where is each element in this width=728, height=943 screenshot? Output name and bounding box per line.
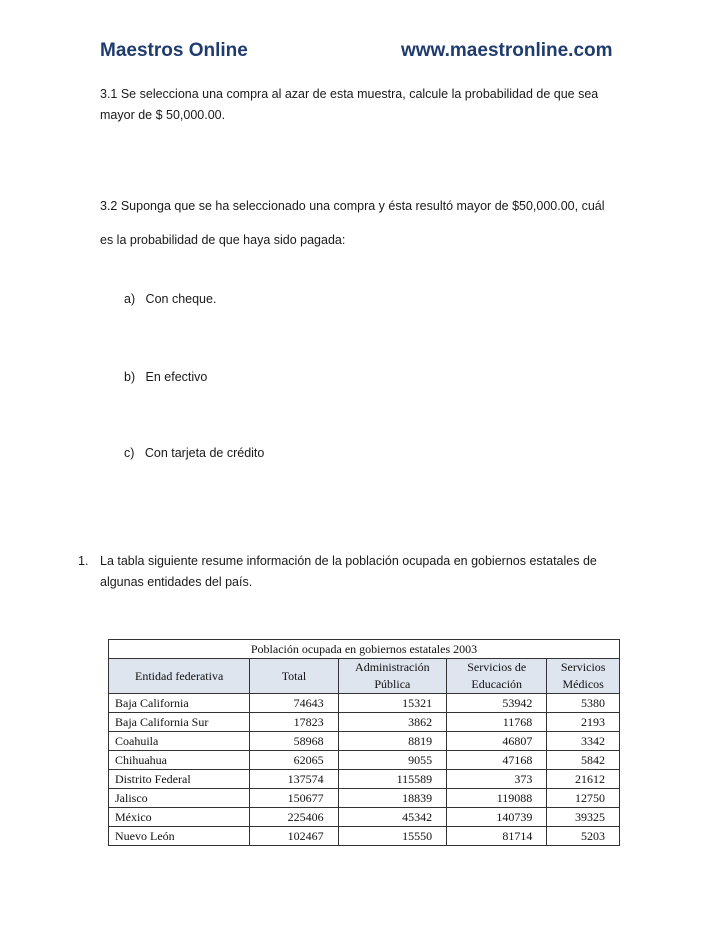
cell-med: 5203 (547, 827, 620, 846)
cell-med: 12750 (547, 789, 620, 808)
option-a (124, 292, 216, 306)
question-3-2: 3.2 Suponga que se ha seleccionado una compra y ésta resultó mayor de $50,000.00, cuál es la probabilidad de que haya sido pagada: (100, 199, 605, 247)
cell-entidad: México (109, 808, 250, 827)
col-header-admin-line1: Administración (338, 659, 447, 677)
cell-admin: 115589 (338, 770, 447, 789)
table-row (109, 770, 620, 789)
col-header-med-line1: Servicios (547, 659, 620, 677)
cell-admin: 8819 (338, 732, 447, 751)
cell-admin: 9055 (338, 751, 447, 770)
cell-admin: 18839 (338, 789, 447, 808)
cell-entidad: Chihuahua (109, 751, 250, 770)
option-text: En efectivo (145, 370, 208, 384)
cell-total: 137574 (250, 770, 338, 789)
cell-total: 225406 (250, 808, 338, 827)
option-label: a) (124, 292, 136, 306)
header-site-name: Maestros Online (100, 40, 248, 61)
table-row (109, 713, 620, 732)
option-b (124, 370, 207, 384)
cell-med: 3342 (547, 732, 620, 751)
cell-total: 58968 (250, 732, 338, 751)
table-row (109, 694, 620, 713)
header-url[interactable]: www.maestronline.com (401, 40, 613, 61)
table-title: Población ocupada en gobiernos estatales 2003 (109, 640, 620, 659)
cell-educ: 373 (447, 770, 547, 789)
cell-med: 21612 (547, 770, 620, 789)
cell-entidad: Coahuila (109, 732, 250, 751)
table-row (109, 732, 620, 751)
option-c (124, 446, 264, 460)
cell-entidad: Distrito Federal (109, 770, 250, 789)
table-header-row (109, 659, 620, 677)
option-label: c) (124, 446, 135, 460)
cell-entidad: Jalisco (109, 789, 250, 808)
cell-admin: 15321 (338, 694, 447, 713)
cell-admin: 3862 (338, 713, 447, 732)
col-header-educ-line2: Educación (447, 676, 547, 694)
table-title-row (109, 640, 620, 659)
population-table (108, 639, 620, 846)
cell-med: 5842 (547, 751, 620, 770)
col-header-admin-line2: Pública (338, 676, 447, 694)
cell-educ: 119088 (447, 789, 547, 808)
cell-total: 17823 (250, 713, 338, 732)
cell-total: 74643 (250, 694, 338, 713)
cell-educ: 53942 (447, 694, 547, 713)
option-text: Con tarjeta de crédito (144, 446, 265, 460)
question-3-1: 3.1 Se selecciona una compra al azar de esta muestra, calcule la probabilidad de que sea mayor de $ 50,000.00. (100, 87, 599, 122)
col-header-educ-line1: Servicios de (447, 659, 547, 677)
option-text: Con cheque. (145, 292, 217, 306)
cell-entidad: Nuevo León (109, 827, 250, 846)
table-row (109, 827, 620, 846)
table-row (109, 808, 620, 827)
question-1-text: La tabla siguiente resume información de la población ocupada en gobiernos estatales de algunas entidades del país. (100, 554, 597, 589)
question-1 (78, 551, 623, 593)
col-header-total: Total (250, 659, 338, 694)
cell-admin: 15550 (338, 827, 447, 846)
cell-med: 39325 (547, 808, 620, 827)
cell-educ: 47168 (447, 751, 547, 770)
cell-entidad: Baja California Sur (109, 713, 250, 732)
cell-admin: 45342 (338, 808, 447, 827)
cell-med: 5380 (547, 694, 620, 713)
question-number: 1. (78, 554, 89, 568)
cell-med: 2193 (547, 713, 620, 732)
cell-total: 102467 (250, 827, 338, 846)
table-row (109, 751, 620, 770)
cell-educ: 46807 (447, 732, 547, 751)
table-row (109, 789, 620, 808)
cell-educ: 81714 (447, 827, 547, 846)
col-header-med-line2: Médicos (547, 676, 620, 694)
cell-total: 62065 (250, 751, 338, 770)
col-header-entidad: Entidad federativa (109, 659, 250, 694)
option-label: b) (124, 370, 136, 384)
cell-total: 150677 (250, 789, 338, 808)
cell-entidad: Baja California (109, 694, 250, 713)
cell-educ: 140739 (447, 808, 547, 827)
cell-educ: 11768 (447, 713, 547, 732)
table-body (109, 694, 620, 846)
